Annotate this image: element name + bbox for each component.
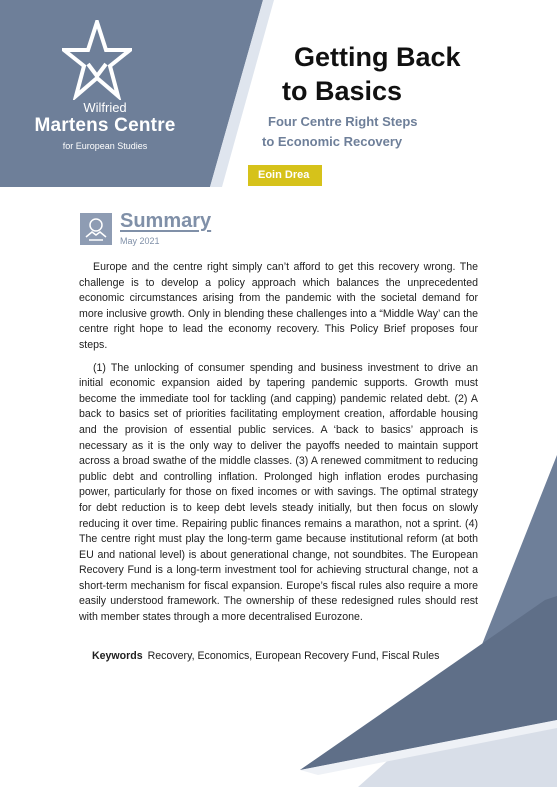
subtitle-line-1: Four Centre Right Steps — [268, 114, 418, 129]
paragraph-steps: (1) The unlocking of consumer spending and business investment to drive an initial economic expansion aided by tapering pandemic supports. Growth must become the immediate tool for tackling (and capping) pandemic related debt. (2) A back to basics set of priorities facilitating employment creation, affordable housing and the provision of essential public services. A ‘back to basics’ approach is necessary as it is the only way to deliver the payoffs needed to maintain support across a broad swathe of the middle classes. (3) A renewed commitment to reducing public debt and controlling inflation. Prolonged high inflation erodes purchasing power, particularly for those on fixed incomes or with savings. The optimal strategy for debt reduction is to keep debt levels steady initially, but then focus on slowly reducing it over time. Repairing public finances remains a marathon, not a sprint. (4) The centre right must play the long-term game because institutional reform (at both EU and national level) is about generational change, not soundbites. The European Recovery Fund is a long-term investment tool for achieving structural change, not a short-term mechanism for fiscal expansion. Europe’s fiscal rules also require a more easily understood framework. The ownership of these redesigned rules should rest with member states through a more decentralised Eurozone. — [79, 361, 478, 624]
subtitle-line-2: to Economic Recovery — [262, 134, 403, 149]
brand-line-3: for European Studies — [62, 141, 148, 151]
summary-body — [79, 260, 478, 633]
page-title — [282, 40, 532, 108]
title-line-1: Getting Back — [294, 42, 461, 72]
paragraph-intro: Europe and the centre right simply can’t afford to get this recovery wrong. The challenge is to develop a policy approach which balances the unprecedented economic circumstances arising from the pandemic with the societal demand for more inclusive growth. Only in blending these challenges into a “Middle Way’ can the centre right hope to lead the economy recovery. This Policy Brief proposes four steps. — [79, 261, 478, 351]
keywords-value: Recovery, Economics, European Recovery Fund, Fiscal Rules — [147, 650, 440, 662]
author-name: Eoin Drea — [258, 169, 310, 181]
keywords-label: Keywords — [92, 650, 143, 662]
star-person-icon — [62, 20, 132, 100]
brand-line-2: Martens Centre — [34, 115, 176, 136]
summary-heading: Summary — [120, 210, 212, 232]
page-subtitle — [262, 112, 512, 152]
brand-logo — [0, 0, 215, 190]
handshake-icon — [80, 213, 112, 245]
brand-line-1: Wilfried — [83, 100, 127, 115]
summary-date: May 2021 — [120, 236, 160, 246]
title-line-2: to Basics — [282, 76, 403, 106]
keywords-line — [92, 650, 439, 662]
